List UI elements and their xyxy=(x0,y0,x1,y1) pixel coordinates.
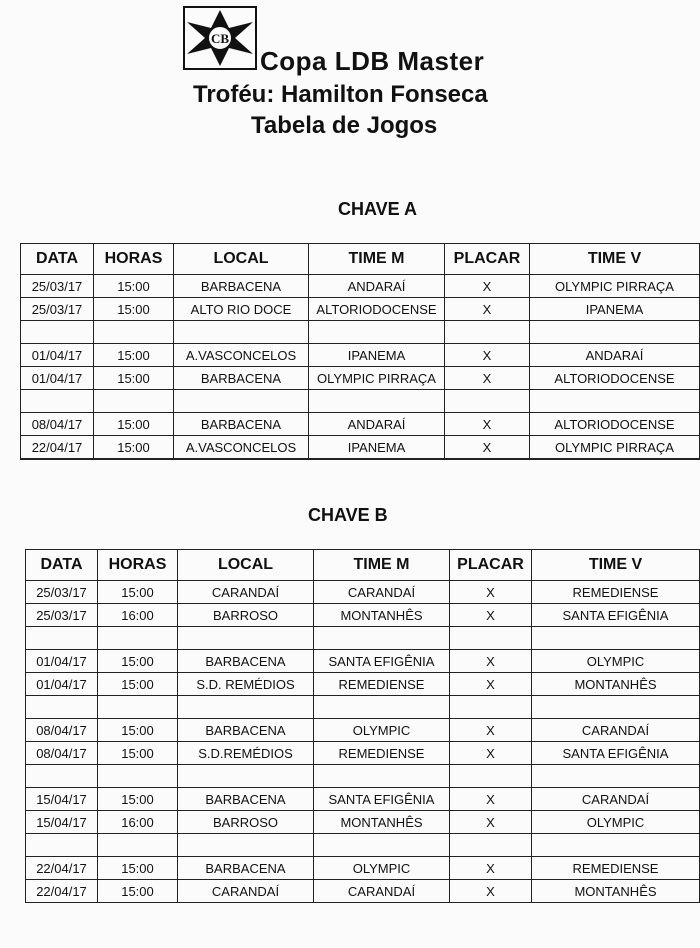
column-header-data: DATA xyxy=(26,550,98,581)
away-team-cell xyxy=(530,321,700,344)
venue-cell xyxy=(174,390,309,413)
away-team-cell: REMEDIENSE xyxy=(532,581,700,604)
column-header-time-m: TIME M xyxy=(309,244,445,275)
group-a-title: CHAVE A xyxy=(338,199,418,219)
home-team-cell: SANTA EFIGÊNIA xyxy=(314,650,450,673)
spacer-row xyxy=(21,390,700,413)
time-cell: 15:00 xyxy=(98,650,178,673)
score-cell xyxy=(445,390,530,413)
page-title: Copa LDB Master xyxy=(260,46,485,76)
score-cell: X xyxy=(450,857,532,880)
venue-cell xyxy=(178,627,314,650)
table-row xyxy=(21,275,700,298)
trophy-subtitle: Troféu: Hamilton Fonseca xyxy=(193,81,488,108)
time-cell: 15:00 xyxy=(94,344,174,367)
score-cell xyxy=(450,765,532,788)
table-row xyxy=(26,673,700,696)
table-header-row xyxy=(21,244,700,275)
home-team-cell: CARANDAÍ xyxy=(314,581,450,604)
date-cell: 01/04/17 xyxy=(21,367,94,390)
home-team-cell: SANTA EFIGÊNIA xyxy=(314,788,450,811)
venue-cell: A.VASCONCELOS xyxy=(174,344,309,367)
score-cell xyxy=(450,834,532,857)
time-cell: 15:00 xyxy=(98,788,178,811)
date-cell xyxy=(26,765,98,788)
date-cell: 15/04/17 xyxy=(26,788,98,811)
away-team-cell xyxy=(532,765,700,788)
venue-cell: BARBACENA xyxy=(178,719,314,742)
time-cell: 15:00 xyxy=(94,413,174,436)
date-cell: 08/04/17 xyxy=(21,413,94,436)
spacer-row xyxy=(21,321,700,344)
home-team-cell xyxy=(314,627,450,650)
home-team-cell: IPANEMA xyxy=(309,344,445,367)
column-header-placar: PLACAR xyxy=(450,550,532,581)
date-cell: 15/04/17 xyxy=(26,811,98,834)
away-team-cell: MONTANHÊS xyxy=(532,880,700,903)
time-cell: 15:00 xyxy=(98,742,178,765)
score-cell: X xyxy=(445,436,530,460)
home-team-cell xyxy=(309,390,445,413)
score-cell: X xyxy=(450,673,532,696)
score-cell: X xyxy=(450,788,532,811)
spacer-row xyxy=(26,627,700,650)
date-cell xyxy=(26,696,98,719)
time-cell: 15:00 xyxy=(98,857,178,880)
away-team-cell: OLYMPIC xyxy=(532,811,700,834)
time-cell: 15:00 xyxy=(94,367,174,390)
score-cell: X xyxy=(445,344,530,367)
time-cell xyxy=(94,321,174,344)
time-cell: 15:00 xyxy=(94,436,174,460)
home-team-cell: ANDARAÍ xyxy=(309,413,445,436)
venue-cell: BARBACENA xyxy=(174,275,309,298)
away-team-cell: OLYMPIC PIRRAÇA xyxy=(530,275,700,298)
away-team-cell: CARANDAÍ xyxy=(532,788,700,811)
schedule-subtitle: Tabela de Jogos xyxy=(251,112,438,139)
venue-cell: ALTO RIO DOCE xyxy=(174,298,309,321)
away-team-cell: OLYMPIC xyxy=(532,650,700,673)
spacer-row xyxy=(26,765,700,788)
table-row xyxy=(26,788,700,811)
spacer-row xyxy=(26,834,700,857)
table-row xyxy=(26,650,700,673)
table-row xyxy=(26,811,700,834)
table-row xyxy=(26,581,700,604)
score-cell: X xyxy=(445,413,530,436)
venue-cell: S.D. REMÉDIOS xyxy=(178,673,314,696)
score-cell: X xyxy=(445,298,530,321)
venue-cell xyxy=(178,696,314,719)
venue-cell: BARBACENA xyxy=(178,650,314,673)
home-team-cell xyxy=(314,834,450,857)
table-row xyxy=(21,413,700,436)
table-row xyxy=(26,857,700,880)
date-cell xyxy=(26,627,98,650)
time-cell: 15:00 xyxy=(98,880,178,903)
table-row xyxy=(26,719,700,742)
away-team-cell: OLYMPIC PIRRAÇA xyxy=(530,436,700,460)
time-cell: 15:00 xyxy=(94,298,174,321)
maltese-cross-emblem-icon xyxy=(183,6,257,70)
score-cell: X xyxy=(450,811,532,834)
home-team-cell xyxy=(309,321,445,344)
venue-cell: BARBACENA xyxy=(174,367,309,390)
date-cell: 25/03/17 xyxy=(21,275,94,298)
column-header-horas: HORAS xyxy=(98,550,178,581)
date-cell xyxy=(21,390,94,413)
away-team-cell: SANTA EFIGÊNIA xyxy=(532,604,700,627)
away-team-cell xyxy=(532,627,700,650)
date-cell: 01/04/17 xyxy=(26,673,98,696)
home-team-cell: MONTANHÊS xyxy=(314,604,450,627)
away-team-cell: SANTA EFIGÊNIA xyxy=(532,742,700,765)
table-row xyxy=(21,344,700,367)
away-team-cell: ALTORIODOCENSE xyxy=(530,367,700,390)
score-cell xyxy=(450,627,532,650)
home-team-cell: OLYMPIC PIRRAÇA xyxy=(309,367,445,390)
column-header-time-v: TIME V xyxy=(530,244,700,275)
away-team-cell: IPANEMA xyxy=(530,298,700,321)
score-cell: X xyxy=(450,719,532,742)
table-row xyxy=(21,436,700,460)
column-header-time-m: TIME M xyxy=(314,550,450,581)
table-row xyxy=(26,604,700,627)
table-row xyxy=(21,367,700,390)
home-team-cell: MONTANHÊS xyxy=(314,811,450,834)
venue-cell: BARBACENA xyxy=(178,857,314,880)
away-team-cell xyxy=(532,834,700,857)
date-cell: 22/04/17 xyxy=(26,857,98,880)
time-cell: 15:00 xyxy=(98,719,178,742)
score-cell xyxy=(445,321,530,344)
group-b-title: CHAVE B xyxy=(308,505,388,525)
column-header-local: LOCAL xyxy=(174,244,309,275)
table-row xyxy=(26,742,700,765)
time-cell: 16:00 xyxy=(98,604,178,627)
venue-cell xyxy=(178,834,314,857)
home-team-cell: ANDARAÍ xyxy=(309,275,445,298)
score-cell: X xyxy=(445,275,530,298)
score-cell: X xyxy=(445,367,530,390)
column-header-horas: HORAS xyxy=(94,244,174,275)
column-header-placar: PLACAR xyxy=(445,244,530,275)
date-cell: 01/04/17 xyxy=(21,344,94,367)
group-b-table xyxy=(25,549,700,903)
date-cell: 25/03/17 xyxy=(26,604,98,627)
away-team-cell: CARANDAÍ xyxy=(532,719,700,742)
time-cell xyxy=(98,834,178,857)
date-cell: 22/04/17 xyxy=(26,880,98,903)
column-header-local: LOCAL xyxy=(178,550,314,581)
table-header-row xyxy=(26,550,700,581)
venue-cell: S.D.REMÉDIOS xyxy=(178,742,314,765)
venue-cell: A.VASCONCELOS xyxy=(174,436,309,460)
home-team-cell xyxy=(314,696,450,719)
svg-text:CB: CB xyxy=(210,31,230,46)
away-team-cell xyxy=(530,390,700,413)
time-cell xyxy=(98,627,178,650)
column-header-time-v: TIME V xyxy=(532,550,700,581)
column-header-data: DATA xyxy=(21,244,94,275)
date-cell xyxy=(26,834,98,857)
time-cell: 15:00 xyxy=(94,275,174,298)
score-cell: X xyxy=(450,581,532,604)
time-cell xyxy=(94,390,174,413)
score-cell: X xyxy=(450,650,532,673)
venue-cell xyxy=(178,765,314,788)
score-cell: X xyxy=(450,880,532,903)
venue-cell: CARANDAÍ xyxy=(178,880,314,903)
home-team-cell: CARANDAÍ xyxy=(314,880,450,903)
date-cell: 25/03/17 xyxy=(26,581,98,604)
spacer-row xyxy=(26,696,700,719)
home-team-cell xyxy=(314,765,450,788)
date-cell: 08/04/17 xyxy=(26,719,98,742)
home-team-cell: ALTORIODOCENSE xyxy=(309,298,445,321)
venue-cell: BARBACENA xyxy=(178,788,314,811)
away-team-cell: REMEDIENSE xyxy=(532,857,700,880)
home-team-cell: REMEDIENSE xyxy=(314,673,450,696)
date-cell: 25/03/17 xyxy=(21,298,94,321)
time-cell: 16:00 xyxy=(98,811,178,834)
score-cell xyxy=(450,696,532,719)
time-cell: 15:00 xyxy=(98,673,178,696)
table-row xyxy=(26,880,700,903)
table-row xyxy=(21,298,700,321)
home-team-cell: OLYMPIC xyxy=(314,857,450,880)
away-team-cell: ALTORIODOCENSE xyxy=(530,413,700,436)
score-cell: X xyxy=(450,604,532,627)
home-team-cell: IPANEMA xyxy=(309,436,445,460)
date-cell: 01/04/17 xyxy=(26,650,98,673)
venue-cell: BARROSO xyxy=(178,811,314,834)
date-cell: 22/04/17 xyxy=(21,436,94,460)
away-team-cell: MONTANHÊS xyxy=(532,673,700,696)
home-team-cell: REMEDIENSE xyxy=(314,742,450,765)
home-team-cell: OLYMPIC xyxy=(314,719,450,742)
time-cell xyxy=(98,765,178,788)
time-cell xyxy=(98,696,178,719)
venue-cell xyxy=(174,321,309,344)
venue-cell: CARANDAÍ xyxy=(178,581,314,604)
date-cell: 08/04/17 xyxy=(26,742,98,765)
away-team-cell: ANDARAÍ xyxy=(530,344,700,367)
date-cell xyxy=(21,321,94,344)
time-cell: 15:00 xyxy=(98,581,178,604)
away-team-cell xyxy=(532,696,700,719)
venue-cell: BARBACENA xyxy=(174,413,309,436)
venue-cell: BARROSO xyxy=(178,604,314,627)
score-cell: X xyxy=(450,742,532,765)
group-a-table xyxy=(20,243,700,460)
